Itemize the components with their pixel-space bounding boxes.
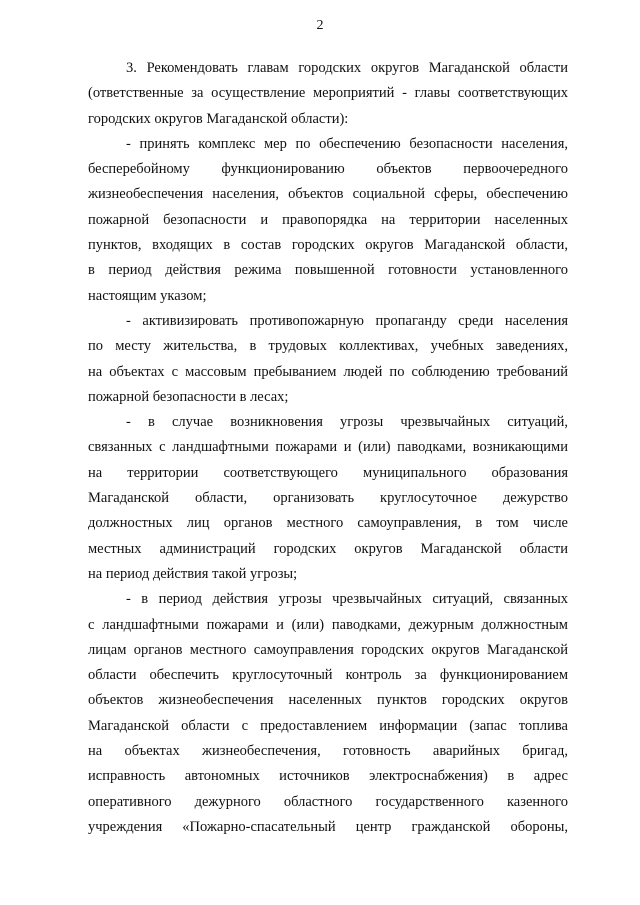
paragraph-fire-propaganda	[88, 309, 568, 410]
paragraph-emergency-duty	[88, 410, 568, 587]
text-line: оперативного дежурного областного государственного казенного	[88, 793, 568, 810]
text-line: объектов жизнеобеспечения населенных пунктов городских округов	[88, 692, 568, 709]
text-line: Магаданской области, организовать круглосуточное дежурство	[88, 490, 568, 507]
text-line: должностных лиц органов местного самоуправления, в том числе	[88, 515, 568, 532]
text-line: (ответственные за осуществление мероприятий - главы соответствующих	[88, 85, 568, 102]
document-body	[88, 56, 568, 840]
text-line: учреждения «Пожарно-спасательный центр гражданской обороны,	[88, 818, 568, 835]
text-line: на территории соответствующего муниципального образования	[88, 464, 568, 481]
text-line: жизнеобеспечения населения, объектов социальной сферы, обеспечению	[88, 186, 568, 203]
paragraph-recommendation	[88, 56, 568, 132]
text-line: на объектах жизнеобеспечения, готовность аварийных бригад,	[88, 743, 568, 760]
text-line: пожарной безопасности и правопорядка на территории населенных	[88, 211, 568, 228]
page-number: 2	[316, 18, 324, 33]
text-line: 3. Рекомендовать главам городских округов Магаданской области	[126, 60, 568, 76]
text-line: на объектах с массовым пребыванием людей по соблюдению требований	[88, 363, 568, 380]
text-line: с ландшафтными пожарами и (или) паводками, дежурным должностным	[88, 616, 568, 633]
text-line: на период действия такой угрозы;	[88, 565, 298, 582]
paragraph-monitoring	[88, 587, 568, 840]
text-line: городских округов Магаданской области):	[88, 110, 349, 127]
text-line: исправность автономных источников электроснабжения) в адрес	[88, 768, 568, 785]
text-line: по месту жительства, в трудовых коллективах, учебных заведениях,	[88, 338, 568, 355]
text-line: - принять комплекс мер по обеспечению безопасности населения,	[126, 135, 568, 152]
text-line: связанных с ландшафтными пожарами и (или) паводками, возникающими	[88, 439, 568, 456]
text-line: области обеспечить круглосуточный контроль за функционированием	[88, 667, 568, 684]
text-line: - в период действия угрозы чрезвычайных ситуаций, связанных	[126, 591, 568, 608]
text-line: бесперебойному функционированию объектов первоочередного	[88, 161, 568, 178]
paragraph-safety-measures	[88, 132, 568, 309]
text-line: - в случае возникновения угрозы чрезвычайных ситуаций,	[126, 414, 568, 431]
text-line: в период действия режима повышенной готовности установленного	[88, 262, 568, 279]
text-line: местных администраций городских округов Магаданской области	[88, 540, 568, 557]
text-line: лицам органов местного самоуправления городских округов Магаданской	[88, 641, 568, 658]
text-line: пунктов, входящих в состав городских округов Магаданской области,	[88, 237, 568, 254]
text-line: пожарной безопасности в лесах;	[88, 388, 289, 405]
text-line: - активизировать противопожарную пропаганду среди населения	[126, 312, 568, 329]
text-line: Магаданской области с предоставлением информации (запас топлива	[88, 717, 568, 734]
text-line: настоящим указом;	[88, 287, 207, 304]
